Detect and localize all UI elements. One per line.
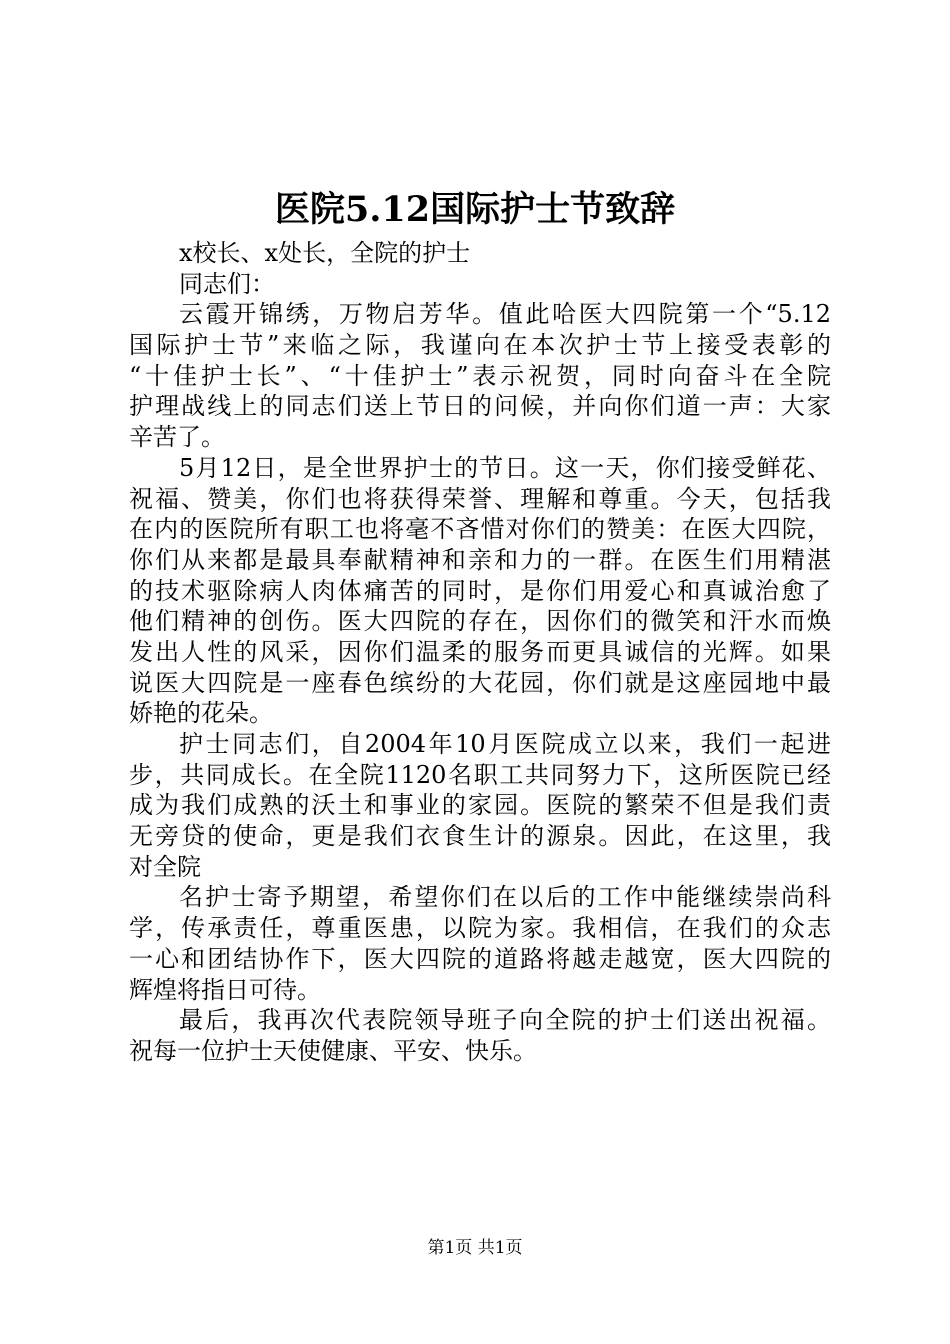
text-line: 祝每一位护士天使健康、平安、快乐。 (129, 1036, 537, 1065)
document-title: 医院5.12国际护士节致辞 (274, 189, 676, 230)
text-line: 在内的医院所有职工也将毫不吝惜对你们的赞美：在医大四院， (129, 515, 831, 544)
text-line: 说医大四院是一座春色缤纷的大花园，你们就是这座园地中最 (129, 668, 831, 697)
page-footer: 第1页 共1页 (427, 1238, 523, 1258)
text-line: 成为我们成熟的沃土和事业的家园。医院的繁荣不但是我们责 (129, 791, 831, 820)
text-line: x校长、x处长，全院的护士 (179, 239, 471, 267)
text-line: 学，传承责任，尊重医患，以院为家。我相信，在我们的众志 (129, 914, 831, 943)
text-line: 的技术驱除病人肉体痛苦的同时，是你们用爱心和真诚治愈了 (129, 576, 831, 605)
text-line: 娇艳的花朵。 (129, 699, 273, 728)
text-line: 同志们： (179, 269, 275, 298)
document-body (129, 238, 831, 1067)
text-line: 云霞开锦绣，万物启芳华。值此哈医大四院第一个“5.12 (179, 300, 831, 329)
text-line: 护士同志们，自2004年10月医院成立以来，我们一起进 (179, 730, 831, 758)
text-line: 步，共同成长。在全院1120名职工共同努力下，这所医院已经 (129, 760, 831, 789)
text-line: 辛苦了。 (129, 423, 225, 452)
text-line: 辉煌将指日可待。 (129, 975, 321, 1004)
text-line: 无旁贷的使命，更是我们衣食生计的源泉。因此，在这里，我 (129, 822, 831, 851)
text-line: 发出人性的风采，因你们温柔的服务而更具诚信的光辉。如果 (129, 637, 831, 666)
text-line: 最后，我再次代表院领导班子向全院的护士们送出祝福。 (179, 1006, 831, 1035)
text-line: 护理战线上的同志们送上节日的问候，并向你们道一声：大家 (129, 392, 831, 421)
text-line: 祝福、赞美，你们也将获得荣誉、理解和尊重。今天，包括我 (129, 484, 831, 513)
text-line: “十佳护士长”、“十佳护士”表示祝贺，同时向奋斗在全院 (129, 361, 831, 390)
text-line: 你们从来都是最具奉献精神和亲和力的一群。在医生们用精湛 (129, 545, 831, 574)
text-line: 5月12日，是全世界护士的节日。这一天，你们接受鲜花、 (179, 453, 831, 482)
text-line: 他们精神的创伤。医大四院的存在，因你们的微笑和汗水而焕 (129, 607, 831, 636)
text-line: 名护士寄予期望，希望你们在以后的工作中能继续崇尚科 (179, 883, 831, 912)
text-line: 一心和团结协作下，医大四院的道路将越走越宽，医大四院的 (129, 944, 831, 973)
text-line: 国际护士节”来临之际，我谨向在本次护士节上接受表彰的 (129, 331, 831, 360)
text-line: 对全院 (129, 852, 201, 881)
